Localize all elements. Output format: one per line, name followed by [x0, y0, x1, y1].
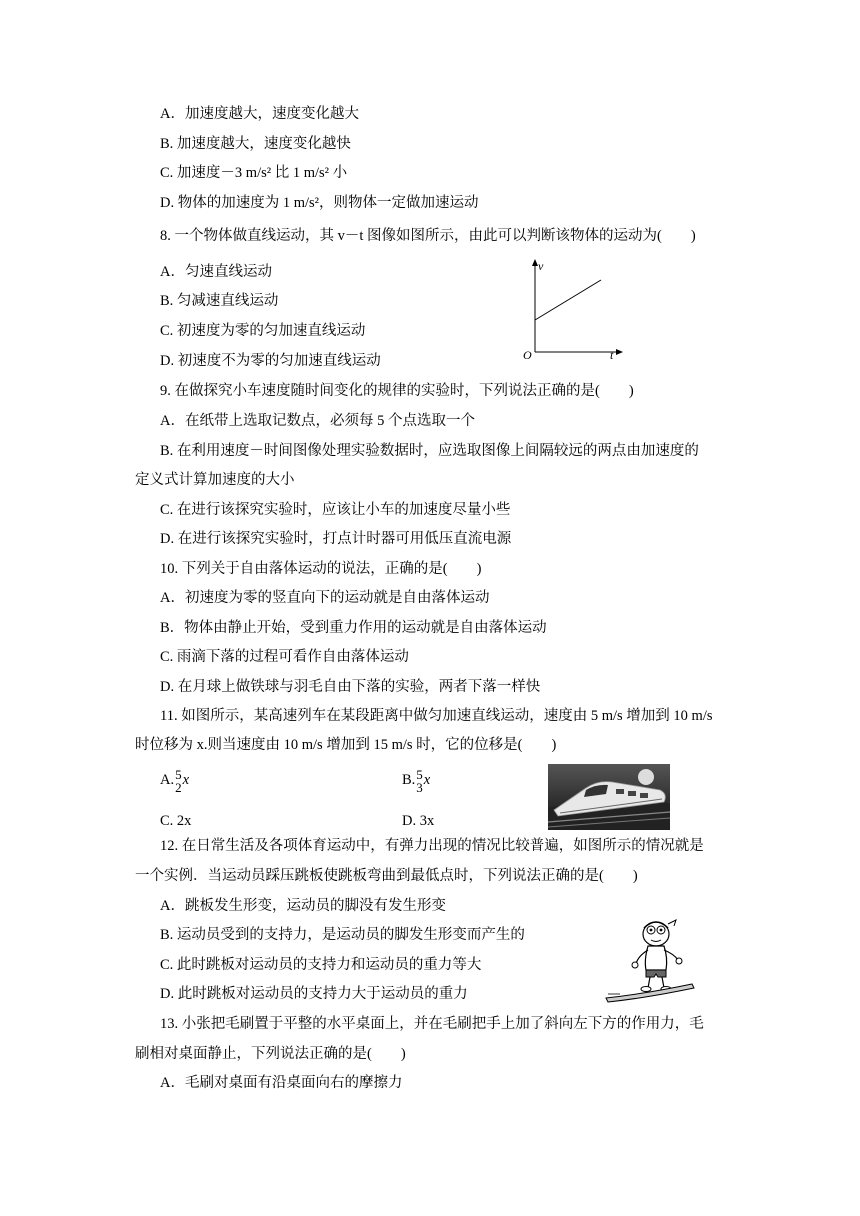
q11-stem-line1: 11. 如图所示，某高速列车在某段距离中做匀加速直线运动，速度由 5 m/s 增加到 10 m/s — [160, 708, 713, 724]
vt-origin-label: O — [523, 348, 532, 362]
q12-option-d: D. 此时跳板对运动员的支持力大于运动员的重力 — [160, 986, 468, 1002]
q8-option-d: D. 初速度不为零的匀加速直线运动 — [160, 353, 381, 369]
q7-option-b: B. 加速度越大，速度变化越快 — [160, 136, 351, 152]
q9-option-b-line2: 定义式计算加速度的大小 — [135, 472, 295, 488]
q9-option-b-line1: B. 在利用速度－时间图像处理实验数据时，应选取图像上间隔较远的两点由加速度的 — [160, 443, 699, 459]
vt-graph — [515, 256, 625, 362]
q8-option-a: A．匀速直线运动 — [160, 264, 272, 280]
q12-stem-line2: 一个实例．当运动员踩压跳板使跳板弯曲到最低点时，下列说法正确的是( ) — [135, 868, 638, 884]
q8-option-c: C. 初速度为零的匀加速直线运动 — [160, 323, 366, 339]
q11-option-b: B. 5 3 x — [402, 766, 431, 795]
q12-option-b: B. 运动员受到的支持力，是运动员的脚发生形变而产生的 — [160, 927, 525, 943]
q8-stem: 8. 一个物体做直线运动，其 v－t 图像如图所示，由此可以判断该物体的运动为( ) — [160, 228, 696, 244]
q9-option-d: D. 在进行该探究实验时，打点计时器可用低压直流电源 — [160, 531, 512, 547]
q13-option-a: A．毛刷对桌面有沿桌面向右的摩擦力 — [160, 1075, 403, 1091]
vt-x-label: t — [610, 348, 614, 362]
diver-cartoon — [604, 914, 696, 1004]
q10-option-c: C. 雨滴下落的过程可看作自由落体运动 — [160, 649, 409, 665]
q9-option-a: A．在纸带上选取记数点，必须每 5 个点选取一个 — [160, 413, 475, 429]
q8-option-b: B. 匀减速直线运动 — [160, 293, 279, 309]
q13-stem-line1: 13. 小张把毛刷置于平整的水平桌面上，并在毛刷把手上加了斜向左下方的作用力，毛 — [160, 1016, 704, 1032]
q11-option-a: A. 5 2 x — [160, 766, 190, 795]
vt-y-label: v — [538, 259, 544, 273]
q12-option-c: C. 此时跳板对运动员的支持力和运动员的重力等大 — [160, 957, 482, 973]
q7-option-d: D. 物体的加速度为 1 m/s²，则物体一定做加速运动 — [160, 195, 479, 211]
train-photo — [548, 764, 670, 830]
q11-option-d: D. 3x — [402, 813, 435, 829]
q12-stem-line1: 12. 在日常生活及各项体育运动中，有弹力出现的情况比较普遍，如图所示的情况就是 — [160, 838, 704, 854]
q13-stem-line2: 刷相对桌面静止，下列说法正确的是( ) — [135, 1046, 406, 1062]
q10-option-d: D. 在月球上做铁球与羽毛自由下落的实验，两者下落一样快 — [160, 679, 541, 695]
q11-stem-line2: 时位移为 x.则当速度由 10 m/s 增加到 15 m/s 时，它的位移是( ) — [135, 737, 557, 753]
q12-option-a: A．跳板发生形变，运动员的脚没有发生形变 — [160, 898, 446, 914]
q11-option-c: C. 2x — [160, 813, 192, 829]
q9-stem: 9. 在做探究小车速度随时间变化的规律的实验时，下列说法正确的是( ) — [160, 383, 634, 399]
q10-stem: 10. 下列关于自由落体运动的说法，正确的是( ) — [160, 561, 482, 577]
q7-option-c: C. 加速度－3 m/s² 比 1 m/s² 小 — [160, 165, 348, 181]
q10-option-a: A．初速度为零的竖直向下的运动就是自由落体运动 — [160, 590, 490, 606]
q9-option-c: C. 在进行该探究实验时，应该让小车的加速度尽量小些 — [160, 502, 511, 518]
q7-option-a: A．加速度越大，速度变化越大 — [160, 106, 359, 122]
q10-option-b: B．物体由静止开始，受到重力作用的运动就是自由落体运动 — [160, 620, 547, 636]
